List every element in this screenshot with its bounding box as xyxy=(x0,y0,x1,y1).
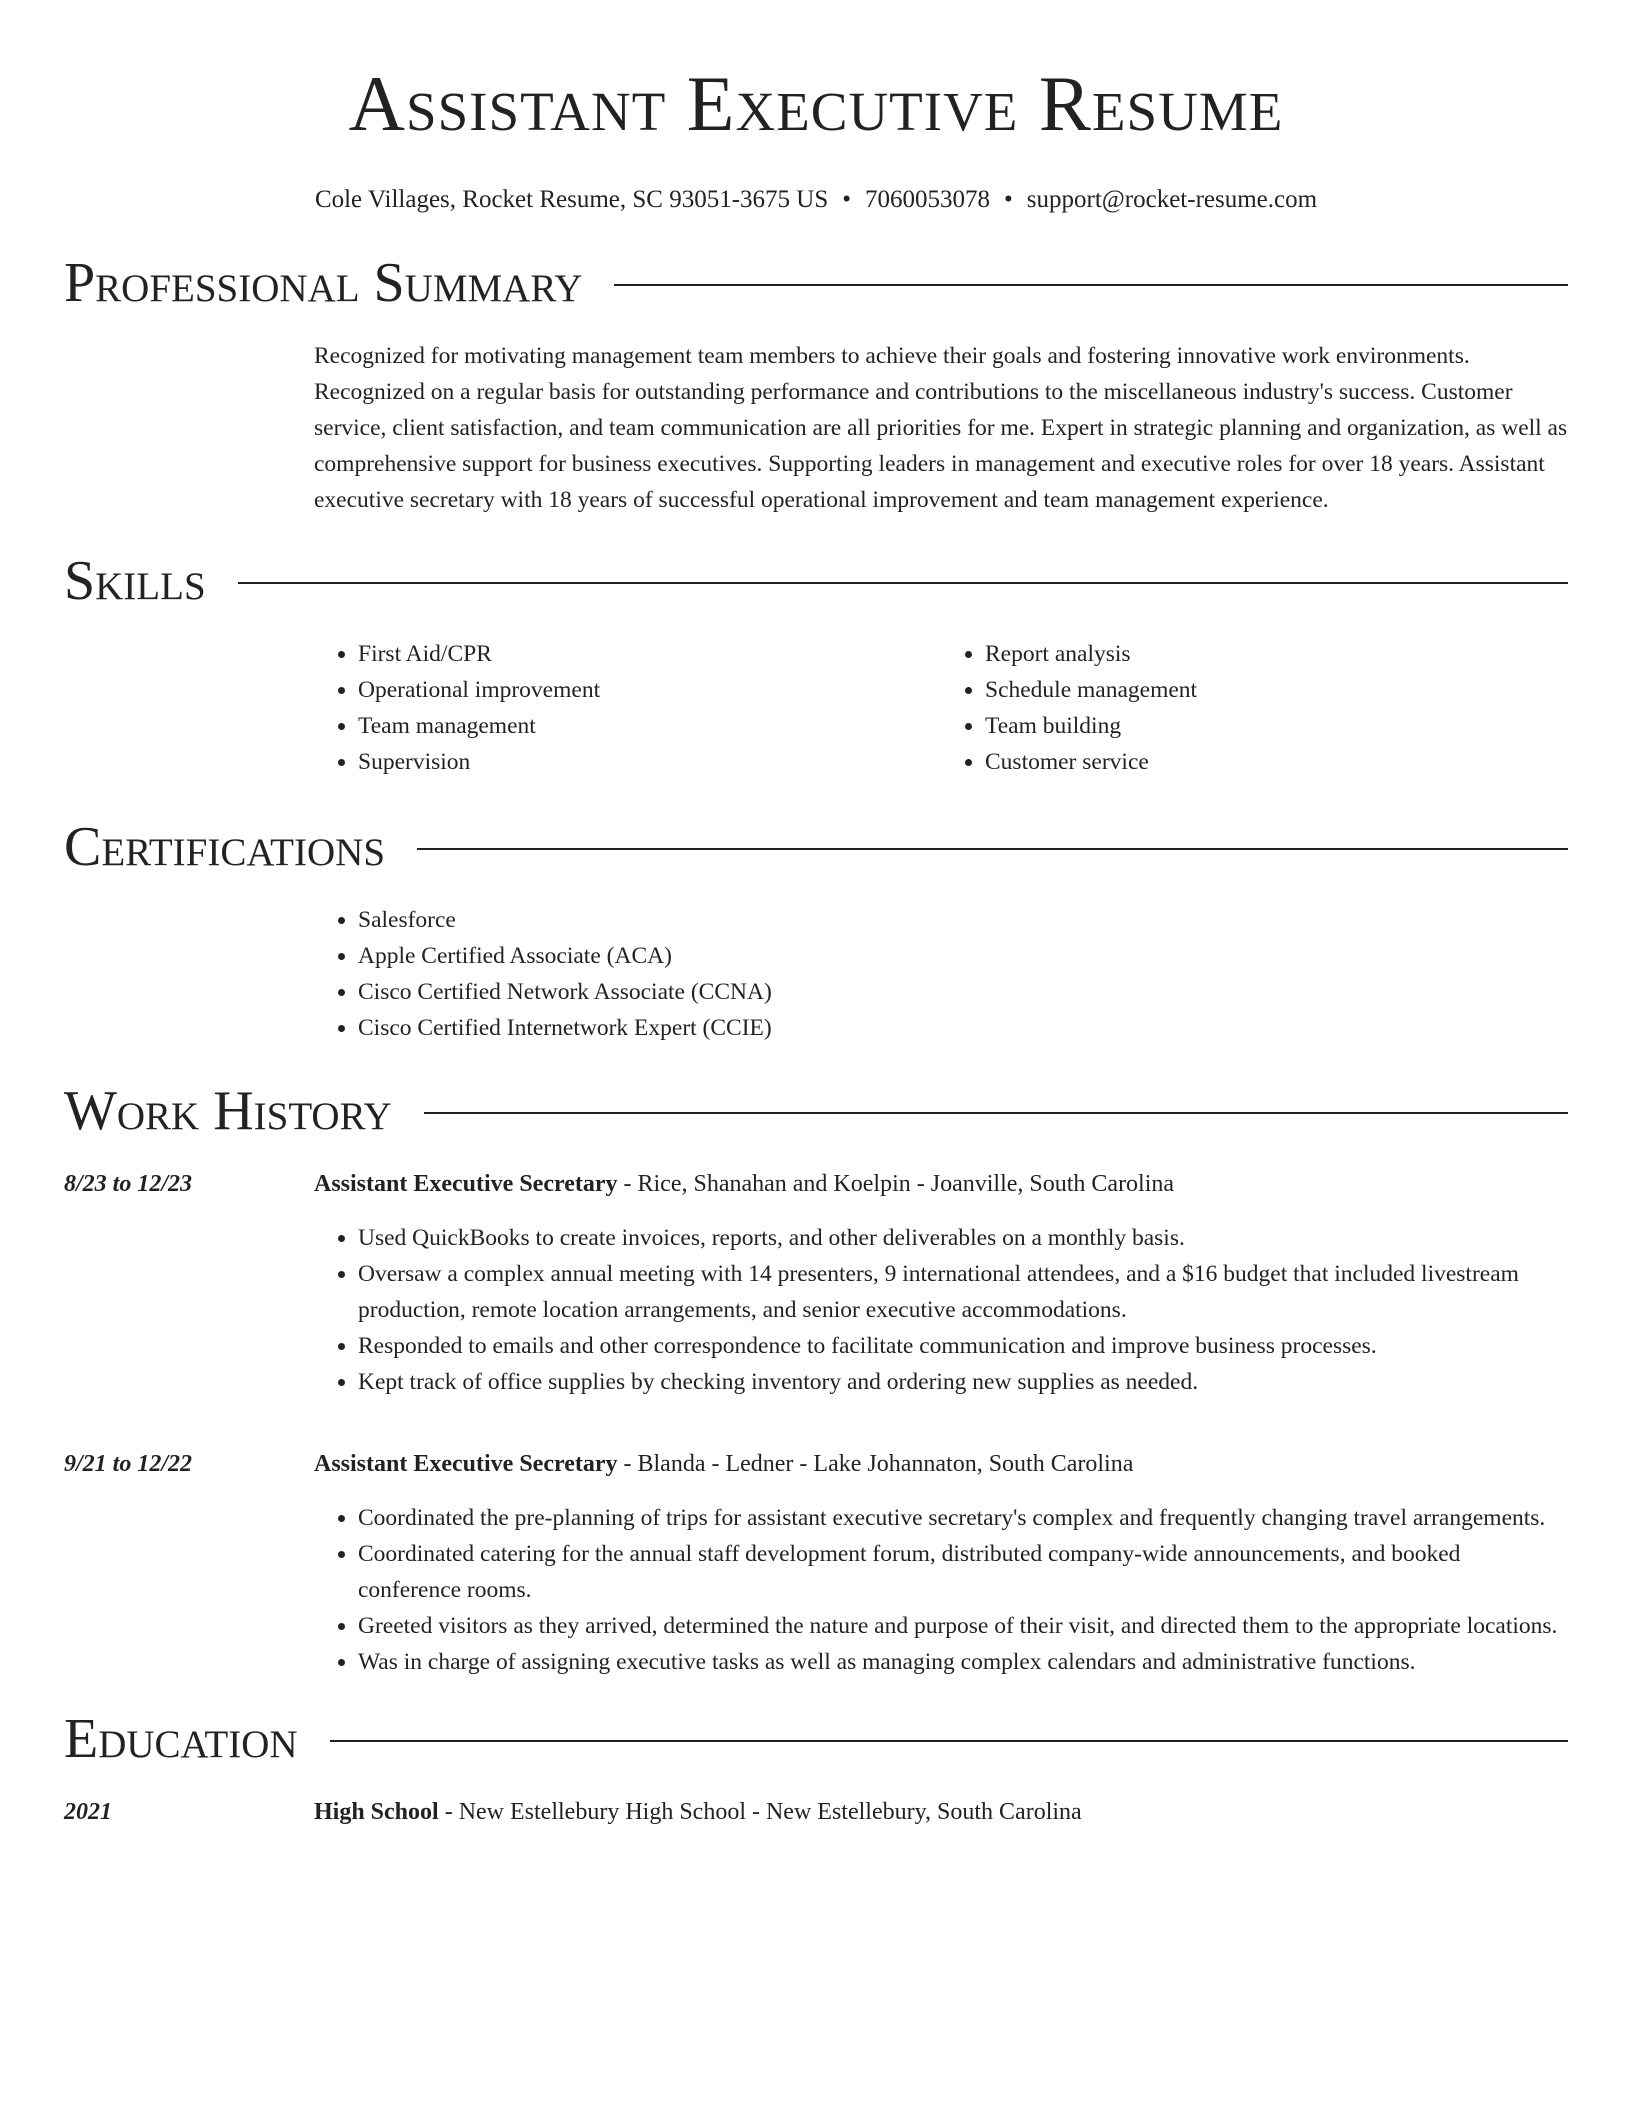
section-divider xyxy=(238,582,1568,584)
resume-title: Assistant Executive Resume xyxy=(348,60,1284,147)
job-date: 8/23 to 12/23 xyxy=(64,1171,193,1197)
contact-line xyxy=(64,184,1568,216)
section-divider xyxy=(417,848,1568,850)
contact-address: Cole Villages, Rocket Resume, SC 93051-3675 US xyxy=(314,186,829,213)
certification-item: • Cisco Certified Network Associate (CCNA) xyxy=(358,974,1568,1010)
job-bullet: • Greeted visitors as they arrived, determined the nature and purpose of their visit, and directed them to the appropriate locations. xyxy=(358,1608,1568,1644)
contact-separator: • xyxy=(842,186,851,213)
education-entry xyxy=(64,1794,1568,1830)
summary-section xyxy=(64,242,1568,518)
job-bullets xyxy=(314,1500,1568,1680)
job-role: Assistant Executive Secretary xyxy=(314,1451,618,1477)
skills-grid xyxy=(314,636,1568,780)
skill-item: • Team management xyxy=(358,708,941,744)
summary-text: Recognized for motivating management team members to achieve their goals and fostering innovative work environments. Recognized on a regular basis for outstanding performance and contributions to the miscellaneous industry's success. Customer service, client satisfaction, and team communication are all priorities for me. Expert in strategic planning and organization, as well as comprehensive support for business executives. Supporting leaders in management and executive roles for over 18 years. Assistant executive secretary with 18 years of successful operational improvement and team management experience. xyxy=(314,343,1568,513)
certification-item: • Apple Certified Associate (ACA) xyxy=(358,938,1568,974)
certifications-list-wrap xyxy=(314,902,1568,1046)
job-employer: - Rice, Shanahan and Koelpin - Joanville, South Carolina xyxy=(617,1171,1175,1197)
skills-list-left xyxy=(314,636,941,780)
section-header xyxy=(64,806,1568,888)
job-bullet: • Coordinated catering for the annual staff development forum, distributed company-wide announcements, and booked conference rooms. xyxy=(358,1536,1568,1608)
education-section xyxy=(64,1698,1568,1830)
job-bullet: • Coordinated the pre-planning of trips for assistant executive secretary's complex and frequently changing travel arrangements. xyxy=(358,1500,1568,1536)
job-entry xyxy=(64,1446,1568,1680)
contact-email: support@rocket-resume.com xyxy=(1026,186,1318,213)
section-divider xyxy=(424,1112,1568,1114)
section-title-education: Education xyxy=(64,1708,298,1770)
contact-phone: 7060053078 xyxy=(865,186,990,213)
job-date: 9/21 to 12/22 xyxy=(64,1451,193,1477)
section-title-certifications: Certifications xyxy=(64,816,386,878)
job-bullet: • Used QuickBooks to create invoices, reports, and other deliverables on a monthly basis. xyxy=(358,1220,1568,1256)
job-employer: - Blanda - Ledner - Lake Johannaton, South Carolina xyxy=(617,1451,1134,1477)
education-date: 2021 xyxy=(64,1799,112,1825)
job-bullet: • Kept track of office supplies by checking inventory and ordering new supplies as needed. xyxy=(358,1364,1568,1400)
section-divider xyxy=(614,284,1568,286)
work-history-section xyxy=(64,1070,1568,1680)
section-header xyxy=(64,242,1568,324)
certifications-list xyxy=(314,902,1568,1046)
contact-separator: • xyxy=(1004,186,1013,213)
job-details xyxy=(314,1166,1568,1400)
job-title-line xyxy=(314,1166,1568,1202)
skill-item: • Operational improvement xyxy=(358,672,941,708)
certification-item: • Cisco Certified Internetwork Expert (CCIE) xyxy=(358,1010,1568,1046)
job-title-line xyxy=(314,1446,1568,1482)
education-degree: High School xyxy=(314,1799,439,1825)
job-role: Assistant Executive Secretary xyxy=(314,1171,618,1197)
skill-item: • Schedule management xyxy=(985,672,1568,708)
section-header xyxy=(64,1698,1568,1780)
education-details xyxy=(314,1794,1568,1830)
section-title-skills: Skills xyxy=(64,550,206,612)
section-header xyxy=(64,1070,1568,1152)
job-details xyxy=(314,1446,1568,1680)
section-header xyxy=(64,540,1568,622)
job-bullet: • Oversaw a complex annual meeting with 14 presenters, 9 international attendees, and a $16 budget that included livestream production, remote location arrangements, and senior executive accommodations. xyxy=(358,1256,1568,1328)
section-title-work: Work History xyxy=(64,1080,392,1142)
job-bullets xyxy=(314,1220,1568,1400)
skills-list-right xyxy=(941,636,1568,780)
certifications-section xyxy=(64,806,1568,1046)
job-bullet: • Responded to emails and other correspondence to facilitate communication and improve business processes. xyxy=(358,1328,1568,1364)
skill-item: • Customer service xyxy=(985,744,1568,780)
skills-section xyxy=(64,540,1568,780)
skill-item: • Report analysis xyxy=(985,636,1568,672)
skill-item: • Team building xyxy=(985,708,1568,744)
skill-item: • First Aid/CPR xyxy=(358,636,941,672)
skill-item: • Supervision xyxy=(358,744,941,780)
education-school: - New Estellebury High School - New Estellebury, South Carolina xyxy=(438,1799,1082,1825)
section-title-summary: Professional Summary xyxy=(64,252,583,314)
job-entry xyxy=(64,1166,1568,1400)
section-divider xyxy=(330,1740,1568,1742)
certification-item: • Salesforce xyxy=(358,902,1568,938)
job-bullet: • Was in charge of assigning executive tasks as well as managing complex calendars and administrative functions. xyxy=(358,1644,1568,1680)
